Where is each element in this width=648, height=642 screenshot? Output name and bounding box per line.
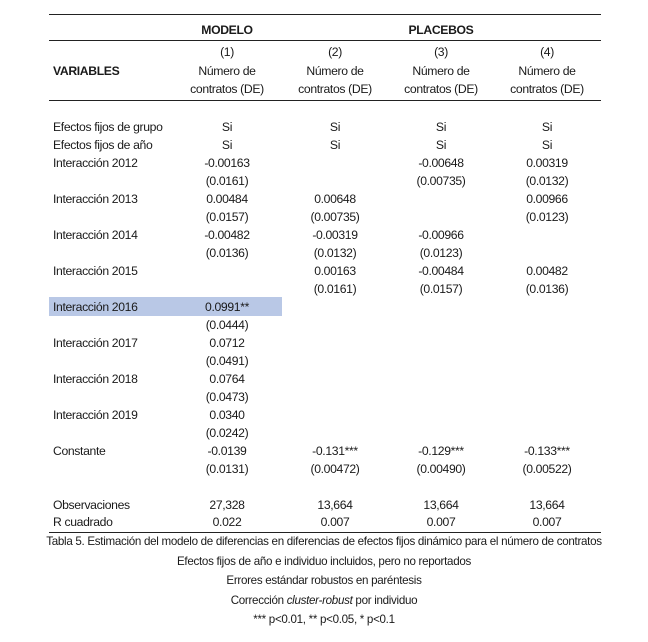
column-header-line1: Número de: [518, 64, 576, 78]
standard-error: (0.0136): [205, 246, 249, 260]
caption-note: Errores estándar robustos en paréntesis: [226, 574, 422, 587]
standard-error: (0.00735): [310, 210, 360, 224]
row-label: R cuadrado: [53, 515, 113, 529]
standard-error: (0.0157): [419, 282, 463, 296]
standard-error: (0.00472): [310, 462, 360, 476]
column-number: (1): [220, 45, 234, 59]
coefficient: -0.00484: [418, 264, 464, 278]
row-label: Interacción 2014: [53, 228, 138, 242]
standard-error: (0.00490): [416, 462, 466, 476]
standard-error: (0.00735): [416, 174, 466, 188]
coefficient: -0.00163: [204, 156, 250, 170]
row-label: Interacción 2017: [53, 336, 138, 350]
standard-error: (0.0131): [205, 462, 249, 476]
row-label: Observaciones: [53, 498, 130, 512]
standard-error: (0.0491): [205, 354, 249, 368]
standard-error: (0.0123): [419, 246, 463, 260]
row-label: Efectos fijos de grupo: [53, 120, 163, 134]
table-cell: 13,664: [529, 498, 565, 512]
column-header-line2: contratos (DE): [298, 82, 372, 96]
coefficient: -0.129***: [418, 444, 464, 458]
standard-error: (0.0444): [205, 318, 249, 332]
column-header-line1: Número de: [306, 64, 364, 78]
coefficient: 0.00648: [314, 192, 356, 206]
coefficient: -0.131***: [312, 444, 358, 458]
table-cell: Si: [435, 138, 447, 152]
table-cell: 0.007: [532, 515, 562, 529]
coefficient: 0.00319: [526, 156, 568, 170]
standard-error: (0.0136): [525, 282, 569, 296]
column-number: (2): [328, 45, 342, 59]
row-label: Interacción 2012: [53, 156, 138, 170]
table-cell: Si: [221, 138, 233, 152]
table-cell: Si: [329, 138, 341, 152]
row-label: Interacción 2018: [53, 372, 138, 386]
coefficient: -0.0139: [207, 444, 247, 458]
table-cell: 13,664: [423, 498, 459, 512]
column-header-line2: contratos (DE): [510, 82, 584, 96]
group-header-placebos: PLACEBOS: [408, 23, 474, 37]
table-cell: Si: [541, 120, 553, 134]
column-number: (4): [540, 45, 554, 59]
standard-error: (0.0473): [205, 390, 249, 404]
coefficient: -0.00319: [312, 228, 358, 242]
coefficient: 0.00163: [314, 264, 356, 278]
variables-header: VARIABLES: [53, 64, 120, 78]
column-header-line2: contratos (DE): [190, 82, 264, 96]
standard-error: (0.0132): [313, 246, 357, 260]
row-label: Interacción 2016: [53, 300, 138, 314]
coefficient: 0.00966: [526, 192, 568, 206]
column-header-rule: [49, 100, 601, 101]
row-label: Interacción 2019: [53, 408, 138, 422]
standard-error: (0.0123): [525, 210, 569, 224]
coefficient: 0.00482: [526, 264, 568, 278]
table-cell: 0.007: [320, 515, 350, 529]
top-rule: [49, 14, 601, 15]
table-cell: 13,664: [317, 498, 353, 512]
coefficient: 0.0991**: [205, 300, 249, 314]
table-cell: 27,328: [209, 498, 245, 512]
standard-error: (0.0132): [525, 174, 569, 188]
caption-title: Tabla 5. Estimación del modelo de diferencias en diferencias de efectos fijos dinámico para el número de contratos: [46, 535, 602, 548]
table-cell: 0.022: [212, 515, 242, 529]
table-cell: Si: [541, 138, 553, 152]
row-label: Constante: [53, 444, 106, 458]
coefficient: -0.00966: [418, 228, 464, 242]
standard-error: (0.0157): [205, 210, 249, 224]
standard-error: (0.0161): [205, 174, 249, 188]
header-rule: [49, 40, 601, 41]
caption-significance: *** p<0.01, ** p<0.05, * p<0.1: [253, 613, 395, 626]
table-cell: Si: [435, 120, 447, 134]
caption-note: Corrección cluster-robust por individuo: [230, 593, 418, 607]
column-header-line1: Número de: [198, 64, 256, 78]
table-cell: Si: [221, 120, 233, 134]
coefficient: 0.00484: [206, 192, 248, 206]
coefficient: -0.00482: [204, 228, 250, 242]
coefficient: 0.0764: [209, 372, 245, 386]
column-header-line1: Número de: [412, 64, 470, 78]
coefficient: -0.133***: [524, 444, 570, 458]
column-number: (3): [434, 45, 448, 59]
table-cell: 0.007: [426, 515, 456, 529]
coefficient: 0.0340: [209, 408, 245, 422]
standard-error: (0.0161): [313, 282, 357, 296]
coefficient: 0.0712: [209, 336, 245, 350]
coefficient: -0.00648: [418, 156, 464, 170]
standard-error: (0.00522): [522, 462, 572, 476]
row-label: Interacción 2015: [53, 264, 138, 278]
column-header-line2: contratos (DE): [404, 82, 478, 96]
table-caption: [0, 532, 648, 630]
row-label: Efectos fijos de año: [53, 138, 153, 152]
row-label: Interacción 2013: [53, 192, 138, 206]
table-cell: Si: [329, 120, 341, 134]
caption-note: Efectos fijos de año e individuo incluidos, pero no reportados: [177, 554, 471, 568]
standard-error: (0.0242): [205, 426, 249, 440]
group-header-model: MODELO: [201, 23, 253, 37]
